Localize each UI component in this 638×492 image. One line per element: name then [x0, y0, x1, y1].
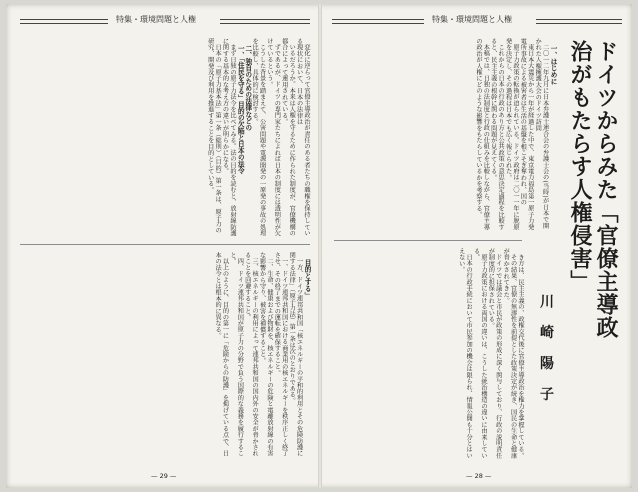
- header-rule: [220, 19, 310, 24]
- right-page-number: — 28 —: [466, 472, 492, 480]
- paragraph: 変化に逆らって官僚主導政治が責任のある者たちの職権を保持している現状において、日本の法律は: [295, 38, 310, 237]
- paragraph: その結果、官僚の無謬性を前提とした政策決定が続き、国民の生命と健康が脅かされてきた。: [502, 248, 517, 459]
- article-title: ドイツからみた「官僚主導政治がもたらす人権侵害」: [567, 40, 618, 339]
- paragraph: 一方、ドイツ連邦共和国「核エネルギーの平和的利用とその危険防護に関する法律」（原子力法）第一条は次のとおりである。: [288, 252, 303, 457]
- paragraph: 一、ドイツ連邦共和国における商業用の核エネルギーを秩序正しく終了させ、その終了までの運転を確保すること。: [273, 252, 288, 457]
- page-gutter: [318, 4, 322, 488]
- header-rule: [20, 19, 108, 24]
- paragraph: 日本の「原子力基本法」第一条（総則）（目的）第一条は、原子力の研究、開発及び利用を推進することを目的としている。: [206, 38, 222, 234]
- right-running-header-label: 特集・環境問題と人権: [432, 15, 512, 24]
- left-page-number: — 29 —: [151, 472, 177, 480]
- left-lower-text: [20, 252, 310, 462]
- article-author: 川 崎 陽 子: [538, 294, 554, 407]
- right-running-header: [332, 14, 622, 26]
- paragraph: 原子力政策の転換が迫られている。ドイツ政府は二〇一一年に脱原発を決定し、その過程は日本でも広く報じられた。: [504, 38, 519, 231]
- subsection-heading: 一、「住民を守る」目的の欠陥と日本の法令: [236, 44, 245, 174]
- paragraph: 以上のように、目的の第一に「危険からの防護」を掲げている点で、日本の法令とは根本的に異なる。: [214, 252, 229, 457]
- right-upper-text: [336, 38, 556, 234]
- paragraph: き方は、民主主義の、政権交代後に官僚主導政治を権力を掌握している。: [517, 254, 524, 459]
- paragraph: 東日本大震災から一年が経過した中で、東京電力福島第一原子力発電所事故による被害者は生活の基盤を根こそぎ奪われ、国の: [519, 38, 534, 231]
- paragraph: 本稿では、日独の法制度と行政の仕組みを比較しながら、官僚主導の政治が人権にどのような影響をもたらしているかを考察する。: [474, 38, 490, 231]
- book-spread: [6, 4, 632, 488]
- header-rule: [536, 19, 622, 24]
- paragraph-emphasis: 目的とする」: [303, 258, 311, 299]
- left-running-header: [20, 14, 310, 26]
- section-heading: 一、はじめに: [549, 44, 557, 85]
- right-lower-text: [336, 248, 524, 460]
- column-divider: [20, 244, 310, 245]
- paragraph: 二〇一二年九月に日本弁護士連合会の弁護士会の(当時)が日本で開かれた人権擁護大会のドイツ訪問: [534, 38, 549, 229]
- paragraph: ずであるが、ドイツの専門家たちによれば日本の制度には透明性が欠けているという。: [265, 38, 281, 237]
- left-running-header-label: 特集・環境問題と人権: [116, 15, 196, 24]
- paragraph: これからの日本の行政のあり方と公共政策の意思決定過程を比較すると、民主主義の根幹に関わる問題が見えてくる。: [489, 38, 505, 231]
- paragraph: 四、ドイツ連邦共和国が原子力の分野で負う国際的な義務を履行すること。: [228, 252, 244, 457]
- section-heading: 二、独自のための法律などの: [243, 44, 252, 131]
- paragraph: まず日独の原子力法令を比べてみる。法の目的を読むと、放射線防護に関する基本的な考え方の違いが明らかになる。: [221, 38, 236, 237]
- paragraph: いるだろうか。本来は人権を守るために作られた制度が、官僚機構の都合によって運用されている。: [280, 38, 296, 237]
- paragraph: 二、生命、健康および物財を、核エネルギーの危険と電離放射線の有害な影響から守り、被害を補償すること。: [258, 252, 273, 457]
- header-rule: [332, 19, 424, 24]
- paragraph: ドイツでは議会と市民が政策の形成に深く関与しており、行政の説明責任が制度的に担保されている。: [487, 248, 502, 459]
- column-divider: [334, 240, 522, 241]
- paragraph: 三、核エネルギーの利用によって連邦共和国の国内外の安全が脅かされることを回避すること。: [243, 252, 259, 457]
- paragraph: こうした背景を踏まえて、公害問題や電源開発の一原発の事故の処理を比較し、具体的に検討する。: [251, 38, 266, 237]
- paragraph: 日本の行政手続において市民参加の機会は限られ、情報公開も十分とはいえない。: [457, 248, 473, 459]
- left-upper-text: [20, 38, 310, 238]
- paragraph: 原子力政策における両国の違いは、こうした統治構造の違いに由来している。: [472, 248, 487, 459]
